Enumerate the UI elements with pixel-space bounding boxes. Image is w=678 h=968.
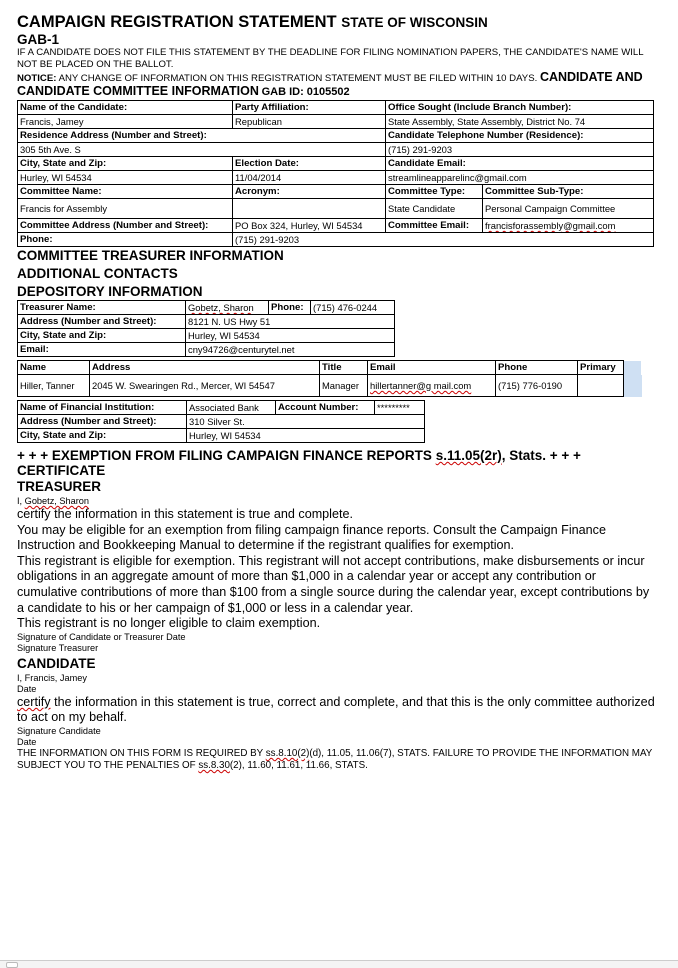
committee-type-label: Committee Type:	[386, 185, 483, 199]
primary-highlight	[624, 375, 642, 397]
treasurer-name: Gobetz, Sharon	[186, 301, 269, 315]
exemption-heading: + + + EXEMPTION FROM FILING CAMPAIGN FINANCE REPORTS s.11.05(2r), Stats. + + +	[17, 448, 581, 463]
committee-address: PO Box 324, Hurley, WI 54534	[233, 219, 386, 233]
contact-phone: (715) 776-0190	[496, 375, 578, 397]
candidate-certify-text: certify the information in this statement is true, correct and complete, and that this is the only committee authorized to act on my behalf.	[17, 694, 655, 725]
account-value: *********	[375, 401, 425, 415]
institution-label: Name of Financial Institution:	[18, 401, 187, 415]
contacts-header-email: Email	[368, 361, 496, 375]
committee-subtype-label: Committee Sub-Type:	[483, 185, 654, 199]
institution-value: Associated Bank	[187, 401, 276, 415]
committee-address-label: Committee Address (Number and Street):	[18, 219, 233, 233]
signature-candidate: Signature Candidate	[17, 725, 101, 736]
treasurer-csz: Hurley, WI 54534	[186, 329, 395, 343]
contacts-header-primary: Primary	[578, 361, 624, 375]
treasurer-section-heading: COMMITTEE TREASURER INFORMATION	[17, 248, 284, 263]
depository-csz-label: City, State and Zip:	[18, 429, 187, 443]
signature-line-2: Signature Treasurer	[17, 642, 99, 653]
scrollbar-thumb[interactable]	[6, 962, 18, 968]
committee-type: State Candidate	[386, 199, 483, 219]
treasurer-certify-text: certify the information in this statement is true and complete.	[17, 507, 353, 521]
phone-residence-label: Candidate Telephone Number (Residence):	[386, 129, 654, 143]
treasurer-phone-label: Phone:	[269, 301, 311, 315]
phone-label: Phone:	[18, 233, 233, 247]
office-label: Office Sought (Include Branch Number):	[386, 101, 654, 115]
form-title: CAMPAIGN REGISTRATION STATEMENT STATE OF WISCONSIN	[17, 13, 488, 31]
contacts-section-heading: ADDITIONAL CONTACTS	[17, 266, 178, 281]
contacts-header-title: Title	[320, 361, 368, 375]
account-label: Account Number:	[276, 401, 375, 415]
residence-value: 305 5th Ave. S	[18, 143, 386, 157]
contact-primary[interactable]	[578, 375, 624, 397]
committee-name-label: Committee Name:	[18, 185, 233, 199]
table-row	[18, 375, 642, 397]
candidate-cert-heading: CANDIDATE	[17, 655, 96, 671]
treasurer-cert-name: I, Gobetz, Sharon	[17, 496, 90, 506]
acronym-label: Acronym:	[233, 185, 386, 199]
committee-subtype: Personal Campaign Committee	[483, 199, 654, 219]
treasurer-phone: (715) 476-0244	[311, 301, 395, 315]
signature-line-1: Signature of Candidate or Treasurer Date	[17, 631, 186, 642]
treasurer-cert-heading: TREASURER	[17, 479, 102, 494]
notice-text: NOTICE: ANY CHANGE OF INFORMATION ON THIS REGISTRATION STATEMENT MUST BE FILED WITHIN 10 DAYS. CANDIDATE AND CANDIDATE COMMITTEE INFORMATION GAB ID: 0105502	[17, 70, 643, 98]
primary-highlight	[624, 361, 642, 375]
treasurer-email: cny94726@centurytel.net	[186, 343, 395, 357]
candidate-email: streamlineapparelinc@gmail.com	[386, 171, 654, 185]
party-label: Party Affiliation:	[233, 101, 386, 115]
election-date: 11/04/2014	[233, 171, 386, 185]
candidate-section-heading: CANDIDATE AND CANDIDATE COMMITTEE INFORMATION	[17, 70, 643, 98]
certificate-heading: CERTIFICATE	[17, 463, 106, 478]
candidate-table	[17, 100, 654, 247]
candidate-name-label: Name of the Candidate:	[18, 101, 233, 115]
committee-email: francisforassembly@gmail.com	[483, 219, 654, 233]
depository-table	[17, 400, 425, 443]
contacts-table	[17, 360, 642, 397]
treasurer-email-label: Email:	[18, 343, 186, 357]
treasurer-address: 8121 N. US Hwy 51	[186, 315, 395, 329]
depository-address-label: Address (Number and Street):	[18, 415, 187, 429]
exemption-text: This registrant is eligible for exemption. This registrant will not accept contributions, make disbursements or incur obligations in an aggregate amount of more than $1,000 in a calendar year or accept any contribution or cumulative contributions of more than $100 from a single source during the calendar year, except contributions by a candidate to his or her campaign of $1,000 or less in a calendar year.	[17, 553, 650, 615]
eligibility-text: You may be eligible for an exemption from filing campaign finance reports. Consult the Campaign Finance Instruction and Bookkeeping Manual to determine if the registrant qualifies for exemption.	[17, 522, 606, 553]
no-longer-eligible-text: This registrant is no longer eligible to claim exemption.	[17, 616, 321, 631]
footer-notice: THE INFORMATION ON THIS FORM IS REQUIRED BY ss.8.10(2)(d), 11.05, 11.06(7), STATS. FAILURE TO PROVIDE THE INFORMATION MAY SUBJECT YOU TO THE PENALTIES OF ss.8.30(2), 11.60, 11.61, 11.66, STATS.	[17, 747, 653, 771]
contact-title: Manager	[320, 375, 368, 397]
gab-id: GAB ID: 0105502	[261, 86, 350, 98]
signature-date: Date	[17, 736, 37, 747]
candidate-cert-date: Date	[17, 683, 37, 694]
treasurer-name-label: Treasurer Name:	[18, 301, 186, 315]
contacts-header-address: Address	[90, 361, 320, 375]
contact-address: 2045 W. Swearingen Rd., Mercer, WI 54547	[90, 375, 320, 397]
candidate-cert-name: I, Francis, Jamey	[17, 672, 87, 683]
acronym-value	[233, 199, 386, 219]
phone-value: (715) 291-9203	[233, 233, 654, 247]
treasurer-csz-label: City, State and Zip:	[18, 329, 186, 343]
candidate-csz-label: City, State and Zip:	[18, 157, 233, 171]
registration-form	[17, 12, 657, 772]
office-value: State Assembly, State Assembly, District No. 74	[386, 115, 654, 129]
committee-name: Francis for Assembly	[18, 199, 233, 219]
election-date-label: Election Date:	[233, 157, 386, 171]
candidate-email-label: Candidate Email:	[386, 157, 654, 171]
candidate-csz: Hurley, WI 54534	[18, 171, 233, 185]
committee-email-label: Committee Email:	[386, 219, 483, 233]
depository-address: 310 Silver St.	[187, 415, 425, 429]
party-value: Republican	[233, 115, 386, 129]
contact-email: hillertanner@g mail.com	[368, 375, 496, 397]
contacts-header-name: Name	[18, 361, 90, 375]
contacts-header-phone: Phone	[496, 361, 578, 375]
treasurer-address-label: Address (Number and Street):	[18, 315, 186, 329]
depository-section-heading: DEPOSITORY INFORMATION	[17, 284, 203, 299]
contact-name: Hiller, Tanner	[18, 375, 90, 397]
treasurer-table	[17, 300, 395, 357]
horizontal-scrollbar[interactable]	[0, 960, 678, 968]
depository-csz: Hurley, WI 54534	[187, 429, 425, 443]
form-id: GAB-1	[17, 32, 60, 47]
phone-residence-value: (715) 291-9203	[386, 143, 654, 157]
filing-warning: IF A CANDIDATE DOES NOT FILE THIS STATEMENT BY THE DEADLINE FOR FILING NOMINATION PAPERS, THE CANDIDATE'S NAME WILL NOT BE PLACED ON THE BALLOT.	[17, 47, 644, 70]
candidate-name: Francis, Jamey	[18, 115, 233, 129]
residence-label: Residence Address (Number and Street):	[18, 129, 386, 143]
